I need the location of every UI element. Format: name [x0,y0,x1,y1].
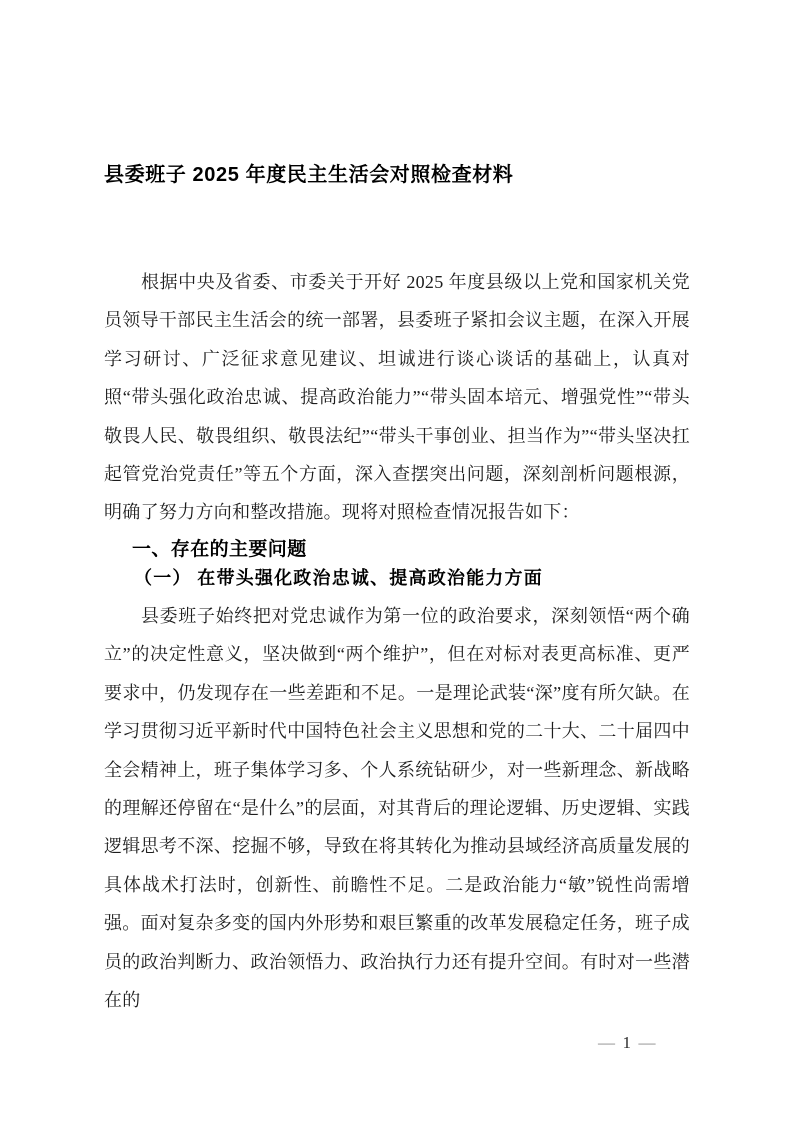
page-number-left-dash: — [598,1033,616,1052]
body-paragraph: 县委班子始终把对党忠诚作为第一位的政治要求，深刻领悟“两个确立”的决定性意义，坚决做到“两个维护”，但在对标对表更高标准、更严要求中，仍发现存在一些差距和不足。一是理论武装“深”度有所欠缺。在学习贯彻习近平新时代中国特色社会主义思想和党的二十大、二十届四中全会精神上，班子集体学习多、个人系统钻研少，对一些新理念、新战略的理解还停留在“是什么”的层面，对其背后的理论逻辑、历史逻辑、实践逻辑思考不深、挖掘不够，导致在将其转化为推动县域经济高质量发展的具体战术打法时，创新性、前瞻性不足。二是政治能力“敏”锐性尚需增强。面对复杂多变的国内外形势和艰巨繁重的改革发展稳定任务，班子成员的政治判断力、政治领悟力、政治执行力还有提升空间。有时对一些潜在的 [104,606,690,1011]
intro-paragraph: 根据中央及省委、市委关于开好 2025 年度县级以上党和国家机关党员领导干部民主生活会的统一部署，县委班子紧扣会议主题，在深入开展学习研讨、广泛征求意见建议、坦诚进行谈心谈话的基础上，认真对照“带头强化政治忠诚、提高政治能力”“带头固本培元、增强党性”“带头敬畏人民、敬畏组织、敬畏法纪”“带头干事创业、担当作为”“带头坚决扛起管党治党责任”等五个方面，深入查摆突出问题，深刻剖析问题根源，明确了努力方向和整改措施。现将对照检查情况报告如下： [104,272,690,523]
section-heading-main-problems: 一、存在的主要问题 [132,539,307,560]
page-number-value: 1 [622,1033,632,1052]
subsection-heading-political-loyalty: （一） 在带头强化政治忠诚、提高政治能力方面 [134,568,543,588]
page-number [598,1033,656,1053]
document-title: 县委班子 2025 年度民主生活会对照检查材料 [104,164,514,186]
page-number-right-dash: — [638,1033,656,1052]
